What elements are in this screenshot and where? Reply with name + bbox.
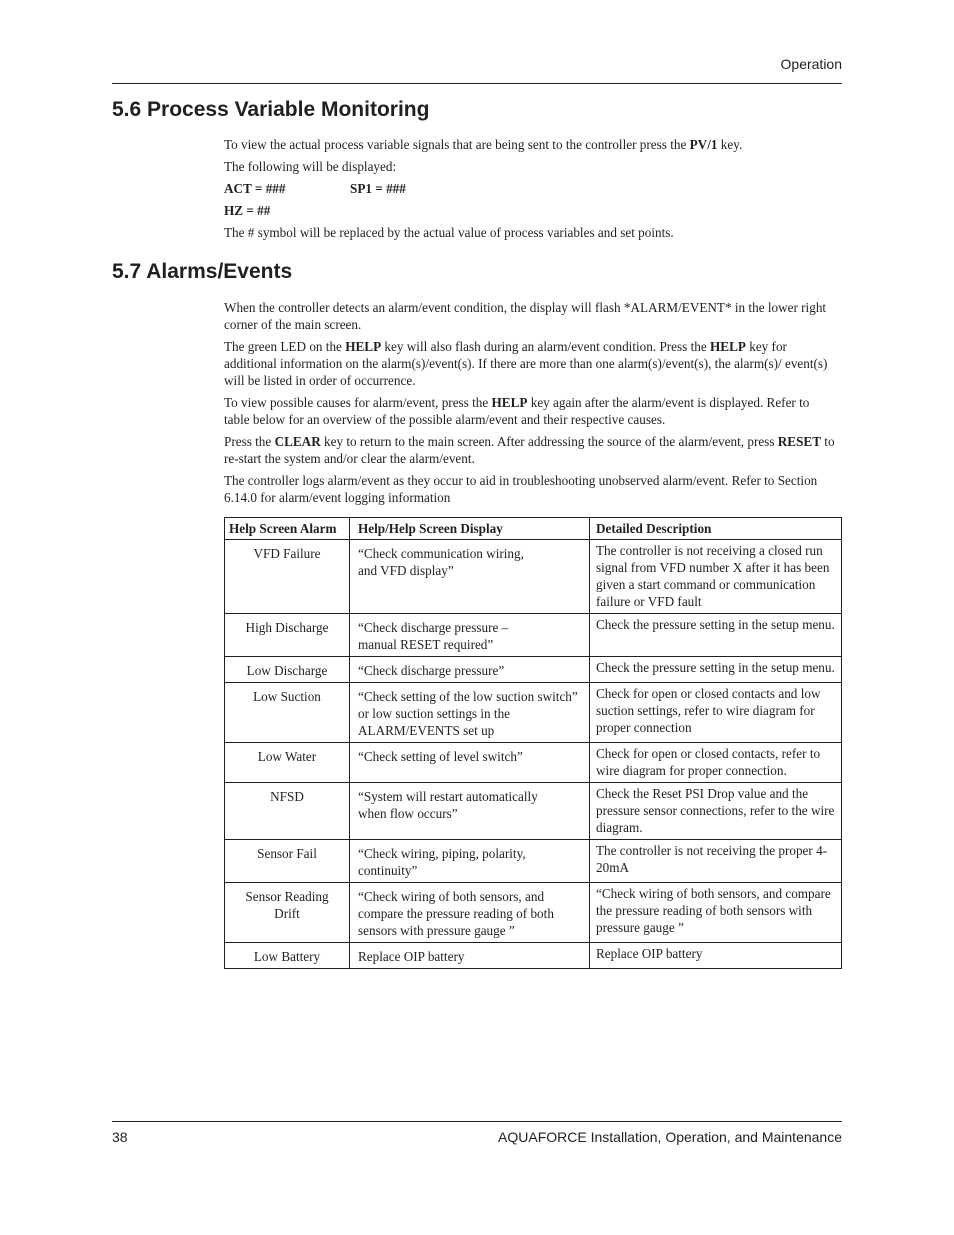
help-display-cell: “Check communication wiring, and VFD display” [350,540,590,614]
alarm-name-cell: High Discharge [225,614,350,657]
hz-line [224,202,836,219]
alarm-name-cell: Sensor Reading Drift [225,883,350,943]
description-cell: Replace OIP battery [590,943,842,969]
help-display-cell: “Check wiring of both sensors, and compare the pressure reading of both sensors with pressure gauge ” [350,883,590,943]
alarm-table [224,517,842,969]
description-cell: “Check wiring of both sensors, and compare the pressure reading of both sensors with pressure gauge ” [590,883,842,943]
pv1-key: PV/1 [689,137,718,152]
table-row [225,540,842,614]
alarm-name-cell: NFSD [225,783,350,840]
description-cell: The controller is not receiving the proper 4-20mA [590,840,842,883]
help-display-cell: “Check discharge pressure” [350,657,590,683]
description-cell: Check the pressure setting in the setup menu. [590,657,842,683]
col-header: Help Screen Alarm [225,518,350,540]
help-display-cell: “Check setting of the low suction switch” or low suction settings in the ALARM/EVENTS set up [350,683,590,743]
alarm-para-1: When the controller detects an alarm/event condition, the display will flash *ALARM/EVENT* in the lower right corner of the main screen. [224,300,827,332]
act-code: ACT = ### [224,181,286,196]
table-row [225,683,842,743]
table-row [225,743,842,783]
table-row [225,883,842,943]
alarm-name-cell: Low Discharge [225,657,350,683]
col-header: Help/Help Screen Display [350,518,590,540]
section-5-7-title: 5.7 Alarms/Events [112,260,293,283]
display-intro: The following will be displayed: [224,159,397,174]
alarm-name-cell: VFD Failure [225,540,350,614]
footer-title: AQUAFORCE Installation, Operation, and Maintenance [498,1129,842,1145]
alarm-name-cell: Low Suction [225,683,350,743]
alarm-name-cell: Low Water [225,743,350,783]
table-header-row [225,518,842,540]
sp1-code: SP1 = ### [350,181,406,196]
table-row [225,840,842,883]
help-display-cell: “Check wiring, piping, polarity, continuity” [350,840,590,883]
table-row [225,943,842,969]
help-display-cell: “Check setting of level switch” [350,743,590,783]
alarm-name-cell: Sensor Fail [225,840,350,883]
section-5-7-body [224,299,836,511]
description-cell: Check the pressure setting in the setup menu. [590,614,842,657]
alarm-para-4: Press the CLEAR key to return to the main screen. After addressing the source of the alarm/event, press RESET to re-start the system and/or clear the alarm/event. [224,434,835,466]
footer-rule [112,1121,842,1122]
col-header: Detailed Description [590,518,842,540]
display-codes [224,180,836,197]
help-display-cell: Replace OIP battery [350,943,590,969]
header-rule [112,83,842,84]
table-row [225,657,842,683]
alarm-para-5: The controller logs alarm/event as they occur to aid in troubleshooting unobserved alarm/event. Refer to Section 6.14.0 for alarm/event logging information [224,473,818,505]
help-display-cell: “System will restart automatically when flow occurs” [350,783,590,840]
section-5-6-title: 5.6 Process Variable Monitoring [112,98,430,121]
alarm-para-2: The green LED on the HELP key will also flash during an alarm/event condition. Press the HELP key for additional information on the alarm(s)/event(s). If there are more than one alarm(s)/event(s), the alarm(s)/ event(s) will be listed in order of occurrence. [224,339,828,388]
section-5-6-body [224,136,836,246]
table-row [225,614,842,657]
running-header: Operation [780,56,842,72]
description-cell: Check for open or closed contacts, refer to wire diagram for proper connection. [590,743,842,783]
alarm-name-cell: Low Battery [225,943,350,969]
page-number: 38 [112,1129,128,1145]
hz-code: HZ = ## [224,203,271,218]
description-cell: The controller is not receiving a closed run signal from VFD number X after it has been given a start command or communication failure or VFD fault [590,540,842,614]
description-cell: Check the Reset PSI Drop value and the pressure sensor connections, refer to the wire diagram. [590,783,842,840]
help-display-cell: “Check discharge pressure – manual RESET required” [350,614,590,657]
alarm-para-3: To view possible causes for alarm/event, press the HELP key again after the alarm/event is displayed. Refer to table below for an overview of the possible alarm/event and their respective causes. [224,395,810,427]
pv-instruction: To view the actual process variable signals that are being sent to the controller press the PV/1 key. [224,137,743,152]
table-row [225,783,842,840]
description-cell: Check for open or closed contacts and low suction settings, refer to wire diagram for proper connection [590,683,842,743]
symbol-note: The # symbol will be replaced by the actual value of process variables and set points. [224,225,674,240]
